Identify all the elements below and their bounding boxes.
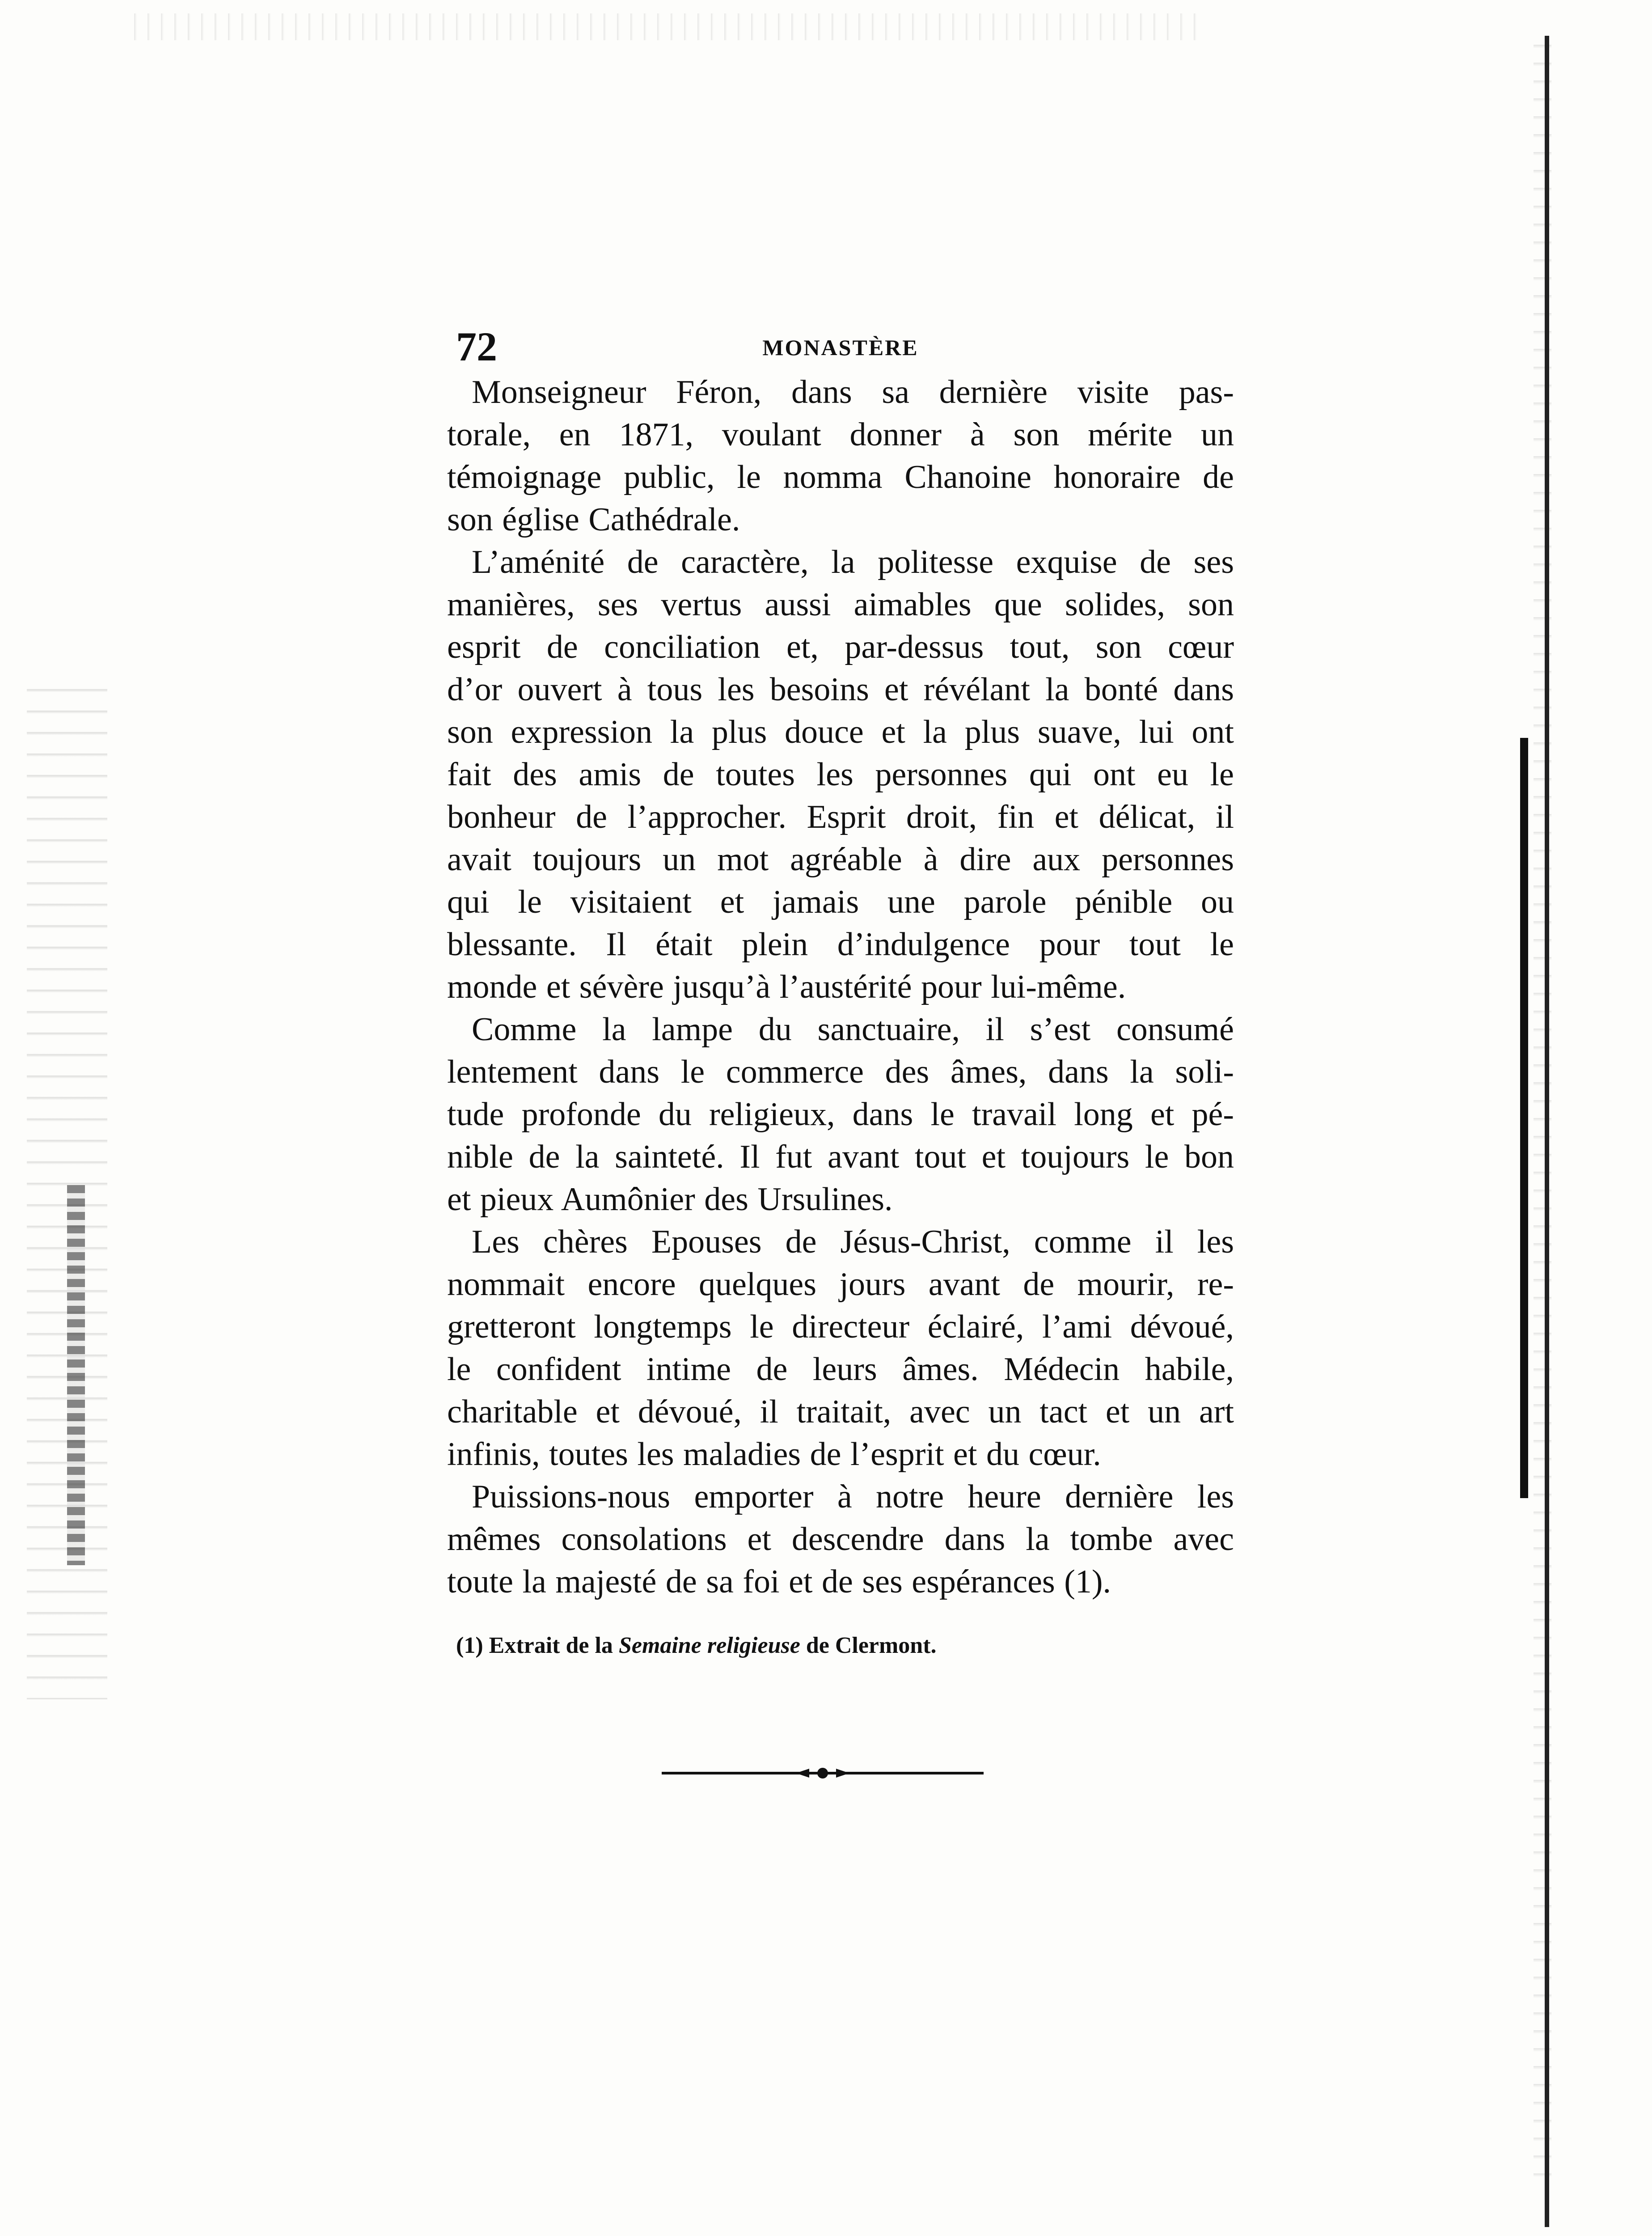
- text-line: tude profonde du religieux, dans le travail long et pé-: [447, 1096, 1234, 1133]
- ornament-divider: [662, 1764, 984, 1782]
- page-number: 72: [456, 324, 497, 369]
- text-line: infinis, toutes les maladies de l’esprit et du cœur.: [447, 1436, 1101, 1473]
- page-header: [447, 322, 1234, 371]
- binding-edge-line: [1545, 36, 1549, 2227]
- text-line: lentement dans le commerce des âmes, dans la soli-: [447, 1054, 1234, 1090]
- text-line: L’aménité de caractère, la politesse exquise de ses: [472, 544, 1234, 580]
- text-line: qui le visitaient et jamais une parole pénible ou: [447, 884, 1234, 920]
- text-line: d’or ouvert à tous les besoins et révélant la bonté dans: [447, 671, 1234, 708]
- paragraph: [447, 1008, 1234, 1221]
- footnote-text-before: Extrait de la: [489, 1633, 613, 1658]
- text-line: charitable et dévoué, il traitait, avec un tact et un art: [447, 1393, 1234, 1430]
- text-line: son expression la plus douce et la plus suave, lui ont: [447, 714, 1234, 750]
- footnote: [447, 1630, 1234, 1661]
- text-line: gretteront longtemps le directeur éclairé, l’ami dévoué,: [447, 1309, 1234, 1345]
- text-line: son église Cathédrale.: [447, 501, 740, 538]
- text-line: nible de la sainteté. Il fut avant tout et toujours le bon: [447, 1139, 1234, 1175]
- paragraph: [447, 541, 1234, 1008]
- text-line: Comme la lampe du sanctuaire, il s’est consumé: [472, 1011, 1234, 1048]
- text-line: manières, ses vertus aussi aimables que solides, son: [447, 586, 1234, 623]
- text-line: esprit de conciliation et, par-dessus tout, son cœur: [447, 629, 1234, 665]
- text-line: mêmes consolations et descendre dans la tombe avec: [447, 1521, 1234, 1558]
- text-line: monde et sévère jusqu’à l’austérité pour lui-même.: [447, 969, 1126, 1005]
- text-line: toute la majesté de sa foi et de ses espérances (1).: [447, 1563, 1111, 1600]
- footnote-italic: Semaine religieuse: [618, 1633, 800, 1658]
- text-line: témoignage public, le nomma Chanoine honoraire de: [447, 459, 1234, 495]
- text-line: bonheur de l’approcher. Esprit droit, fin et délicat, il: [447, 799, 1234, 835]
- text-line: blessante. Il était plein d’indulgence pour tout le: [447, 926, 1234, 963]
- binding-edge-shadow: [1520, 738, 1528, 1498]
- footnote-text-after: de Clermont.: [806, 1633, 937, 1658]
- text-line: nommait encore quelques jours avant de mourir, re-: [447, 1266, 1234, 1303]
- paragraph: [447, 1221, 1234, 1476]
- text-line: Puissions-nous emporter à notre heure dernière les: [472, 1478, 1234, 1515]
- text-line: le confident intime de leurs âmes. Médecin habile,: [447, 1351, 1234, 1388]
- paragraph: [447, 1476, 1234, 1603]
- text-line: et pieux Aumônier des Ursulines.: [447, 1181, 893, 1218]
- text-block: [447, 322, 1234, 1661]
- running-head: MONASTÈRE: [762, 335, 919, 360]
- paragraph: [447, 371, 1234, 541]
- scan-artifact-left-dark: [67, 1185, 85, 1565]
- body-text: [447, 371, 1234, 1603]
- footnote-marker: (1): [456, 1633, 483, 1658]
- text-line: fait des amis de toutes les personnes qui ont eu le: [447, 756, 1234, 793]
- scan-artifact-top: [134, 13, 1207, 40]
- text-line: Les chères Epouses de Jésus-Christ, comme il les: [472, 1224, 1234, 1260]
- text-line: torale, en 1871, voulant donner à son mérite un: [447, 416, 1234, 453]
- text-line: avait toujours un mot agréable à dire aux personnes: [447, 841, 1234, 878]
- text-line: Monseigneur Féron, dans sa dernière visite pas-: [472, 374, 1234, 411]
